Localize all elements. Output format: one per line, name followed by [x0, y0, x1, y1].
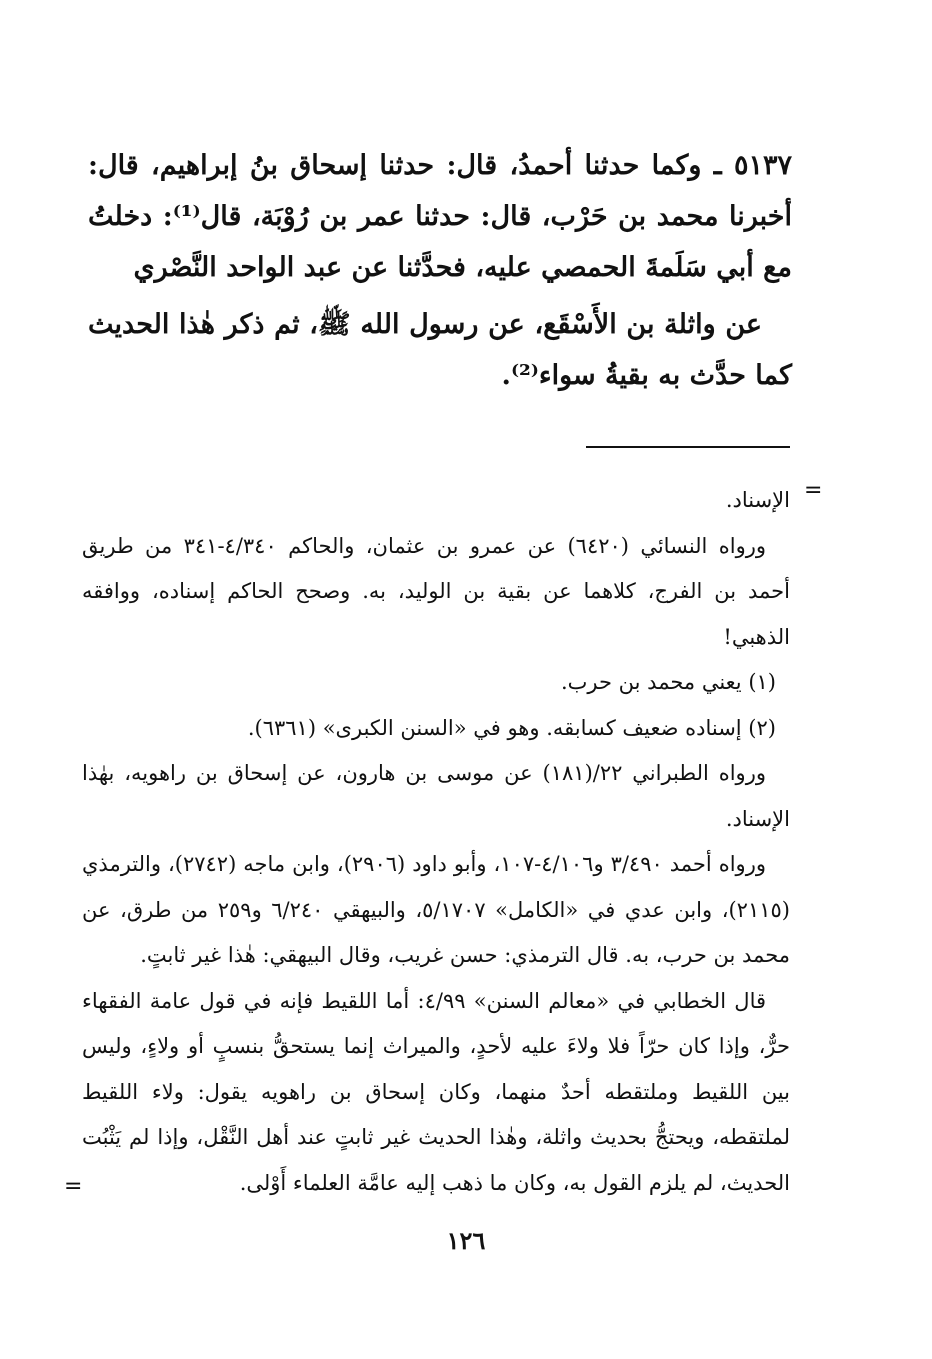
footnote-paragraph: قال الخطابي في «معالم السنن» ٤/٩٩: أما اللقيط فإنه في قول عامة الفقهاء حرٌّ، وإذا كان حرّاً فلا ولاءَ عليه لأحدٍ، والميراث إنما يستحقُّ بنسبٍ أو ولاءٍ، وليس بين اللقيط وملتقطه أحدٌ منهما، وكان إسحاق بن راهويه يقول: ولاء اللقيط لملتقطه، ويحتجُّ بحديث واثلة، وهٰذا الحديث غير ثابتٍ عند أهل النَّقْل، وإذا لم يَثْبُت الحديث، لم يلزم القول به، وكان ما ذهب إليه عامَّة العلماء أَوْلى. [82, 988, 790, 1195]
footnote-paragraph: ورواه أحمد ٣/٤٩٠ و٤/١٠٦-١٠٧، وأبو داود (٢٩٠٦)، وابن ماجه (٢٧٤٢)، والترمذي (٢١١٥)، وابن عدي في «الكامل» ٥/١٧٠٧، والبيهقي ٦/٢٤٠ و٢٥٩ من طرق، عن محمد بن حرب، به. قال الترمذي: حسن غريب، وقال البيهقي: هٰذا غير ثابتٍ. [82, 852, 790, 967]
footnote-paragraph: الإسناد. [725, 488, 790, 512]
continuation-mark: = [64, 1174, 83, 1199]
page-number: ١٢٦ [446, 1226, 486, 1255]
footnote-paragraph: ورواه النسائي (٦٤٢٠) عن عمرو بن عثمان، والحاكم ٤/٣٤٠-٣٤١ من طريق أحمد بن الفرج، كلاهما عن بقية بن الوليد، به. وصحح الحاكم إسناده، ووافقه الذهبي! [82, 533, 790, 649]
footnote-paragraph: ورواه الطبراني ٢٢/(١٨١) عن موسى بن هارون، عن إسحاق بن راهويه، بهٰذا الإسناد. [82, 761, 790, 831]
footnotes [82, 478, 790, 1206]
continuation-mark: = [804, 478, 823, 503]
hadith-paragraph: عن واثلة بن الأَسْقَع، عن رسول الله ﷺ، ثم ذكر هٰذا الحديث كما حدَّث به بقيةُ سواء⁽²⁾. [88, 309, 792, 391]
footnote-item: (١) يعني محمد بن حرب. [560, 670, 776, 694]
footnote-item: (٢) إسناده ضعيف كسابقه. وهو في «السنن الكبرى» (٦٣٦١). [247, 715, 776, 740]
footnote-separator [586, 446, 790, 448]
hadith-paragraph: ٥١٣٧ ـ وكما حدثنا أحمدُ، قال: حدثنا إسحاق بنُ إبراهيم، قال: أخبرنا محمد بن حَرْب، قال: حدثنا عمر بن رُوْبَة، قال⁽¹⁾: دخلتُ مع أبي سَلَمةَ الحمصي عليه، فحدَّثنا عن عبد الواحد النَّصْري [88, 150, 792, 283]
main-text [88, 140, 792, 401]
